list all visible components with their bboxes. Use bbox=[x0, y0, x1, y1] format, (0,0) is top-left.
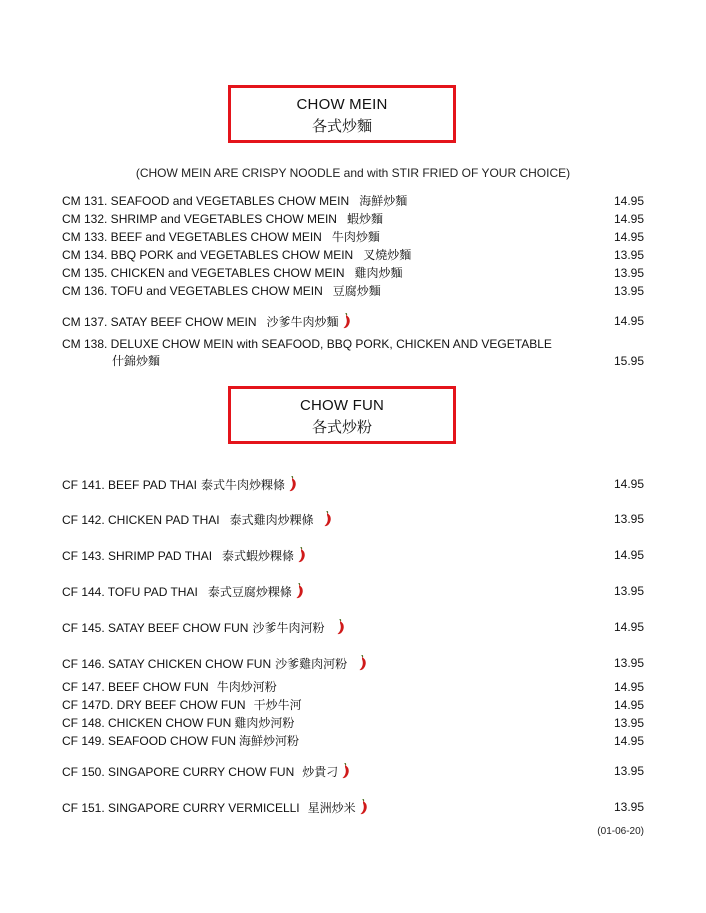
item-name: CF 143. SHRIMP PAD THAI bbox=[62, 549, 213, 563]
menu-item bbox=[62, 583, 644, 599]
chili-pepper-icon bbox=[342, 763, 351, 779]
menu-item bbox=[62, 697, 644, 713]
chili-pepper-icon bbox=[337, 619, 346, 635]
menu-item bbox=[62, 733, 644, 749]
item-name: CM 134. BBQ PORK and VEGETABLES CHOW MEIN bbox=[62, 248, 354, 262]
item-name: CM 138. DELUXE CHOW MEIN with SEAFOOD, BBQ PORK, CHICKEN AND VEGETABLE bbox=[62, 337, 552, 351]
item-price: 14.95 bbox=[613, 314, 644, 328]
menu-item bbox=[62, 313, 644, 329]
chili-pepper-icon bbox=[343, 313, 352, 329]
item-price: 13.95 bbox=[613, 248, 644, 262]
chili-pepper-icon bbox=[360, 799, 369, 815]
chow-mein-title-zh: 各式炒麵 bbox=[311, 117, 372, 135]
footer-date: (01-06-20) bbox=[597, 826, 644, 837]
menu-item bbox=[62, 283, 644, 299]
menu-item bbox=[62, 799, 644, 815]
item-zh-name: 干炒牛河 bbox=[253, 698, 302, 712]
chow-fun-title-box bbox=[228, 386, 456, 444]
item-name: CF 147. BEEF CHOW FUN bbox=[62, 680, 209, 694]
item-zh-name: 雞肉炒河粉 bbox=[234, 716, 295, 730]
item-name: CF 151. SINGAPORE CURRY VERMICELLI bbox=[62, 801, 300, 815]
item-price: 14.95 bbox=[613, 734, 644, 748]
chili-pepper-icon bbox=[298, 547, 307, 563]
menu-item bbox=[62, 229, 644, 245]
item-zh-name: 雞肉炒麵 bbox=[354, 266, 403, 280]
item-price: 14.95 bbox=[613, 194, 644, 208]
chow-mein-note: (CHOW MEIN ARE CRISPY NOODLE and with STIR FRIED OF YOUR CHOICE) bbox=[135, 166, 571, 180]
item-name: CF 144. TOFU PAD THAI bbox=[62, 585, 198, 599]
item-price: 13.95 bbox=[613, 284, 644, 298]
item-price: 14.95 bbox=[613, 230, 644, 244]
chow-fun-title-en: CHOW FUN bbox=[299, 397, 385, 414]
chow-fun-title-zh: 各式炒粉 bbox=[311, 418, 372, 436]
item-name: CF 147D. DRY BEEF CHOW FUN bbox=[62, 698, 246, 712]
item-zh-name: 泰式豆腐炒粿條 bbox=[207, 585, 292, 599]
chili-pepper-icon bbox=[289, 476, 298, 492]
item-zh-name: 叉燒炒麵 bbox=[363, 248, 412, 262]
item-zh-name: 牛肉炒麵 bbox=[331, 230, 380, 244]
item-price: 13.95 bbox=[613, 656, 644, 670]
menu-item bbox=[62, 655, 644, 671]
menu-item bbox=[62, 679, 644, 695]
item-price: 14.95 bbox=[613, 698, 644, 712]
item-zh-name: 豆腐炒麵 bbox=[332, 284, 381, 298]
item-price: 14.95 bbox=[613, 680, 644, 694]
item-zh-name: 泰式牛肉炒粿條 bbox=[200, 478, 285, 492]
item-zh-name: 泰式雞肉炒粿條 bbox=[229, 513, 314, 527]
item-zh-name: 什錦炒麵 bbox=[112, 354, 161, 368]
menu-item bbox=[62, 265, 644, 281]
item-zh-name: 炒貴刁 bbox=[302, 765, 339, 779]
item-price: 13.95 bbox=[613, 764, 644, 778]
chili-pepper-icon bbox=[296, 583, 305, 599]
item-name: CM 131. SEAFOOD and VEGETABLES CHOW MEIN bbox=[62, 194, 350, 208]
menu-item bbox=[62, 763, 644, 779]
menu-item bbox=[62, 247, 644, 263]
menu-item bbox=[62, 336, 644, 370]
chow-mein-title-en: CHOW MEIN bbox=[296, 96, 388, 113]
item-name: CM 132. SHRIMP and VEGETABLES CHOW MEIN bbox=[62, 212, 337, 226]
item-name: CF 146. SATAY CHICKEN CHOW FUN bbox=[62, 657, 272, 671]
item-name: CF 150. SINGAPORE CURRY CHOW FUN bbox=[62, 765, 295, 779]
item-zh-name: 沙爹牛肉河粉 bbox=[252, 621, 325, 635]
item-zh-name: 星洲炒米 bbox=[307, 801, 356, 815]
item-name: CM 135. CHICKEN and VEGETABLES CHOW MEIN bbox=[62, 266, 345, 280]
item-name: CF 145. SATAY BEEF CHOW FUN bbox=[62, 621, 249, 635]
item-zh-name: 蝦炒麵 bbox=[346, 212, 383, 226]
menu-item bbox=[62, 476, 644, 492]
item-name: CF 149. SEAFOOD CHOW FUN bbox=[62, 734, 237, 748]
item-name: CM 136. TOFU and VEGETABLES CHOW MEIN bbox=[62, 284, 323, 298]
item-zh-name: 沙爹牛肉炒麵 bbox=[266, 315, 339, 329]
item-price: 14.95 bbox=[613, 477, 644, 491]
item-price: 14.95 bbox=[613, 548, 644, 562]
item-zh-name: 泰式蝦炒粿條 bbox=[222, 549, 295, 563]
item-price: 13.95 bbox=[613, 800, 644, 814]
menu-item bbox=[62, 193, 644, 209]
menu-item bbox=[62, 619, 644, 635]
item-price: 13.95 bbox=[613, 512, 644, 526]
item-name: CF 148. CHICKEN CHOW FUN bbox=[62, 716, 232, 730]
item-zh-name: 牛肉炒河粉 bbox=[216, 680, 277, 694]
item-price: 13.95 bbox=[613, 266, 644, 280]
chow-mein-title-box bbox=[228, 85, 456, 143]
chili-pepper-icon bbox=[359, 655, 368, 671]
item-name: CM 133. BEEF and VEGETABLES CHOW MEIN bbox=[62, 230, 322, 244]
menu-item bbox=[62, 211, 644, 227]
menu-item bbox=[62, 715, 644, 731]
item-price: 15.95 bbox=[613, 354, 644, 368]
chili-pepper-icon bbox=[324, 511, 333, 527]
item-name: CF 142. CHICKEN PAD THAI bbox=[62, 513, 220, 527]
item-zh-name: 海鮮炒河粉 bbox=[239, 734, 300, 748]
item-price: 13.95 bbox=[613, 716, 644, 730]
item-price: 14.95 bbox=[613, 620, 644, 634]
item-price: 13.95 bbox=[613, 584, 644, 598]
item-zh-name: 海鮮炒麵 bbox=[359, 194, 408, 208]
menu-item bbox=[62, 547, 644, 563]
item-price: 14.95 bbox=[613, 212, 644, 226]
item-name: CM 137. SATAY BEEF CHOW MEIN bbox=[62, 315, 257, 329]
item-name: CF 141. BEEF PAD THAI bbox=[62, 478, 197, 492]
item-zh-name: 沙爹雞肉河粉 bbox=[275, 657, 348, 671]
menu-item bbox=[62, 511, 644, 527]
